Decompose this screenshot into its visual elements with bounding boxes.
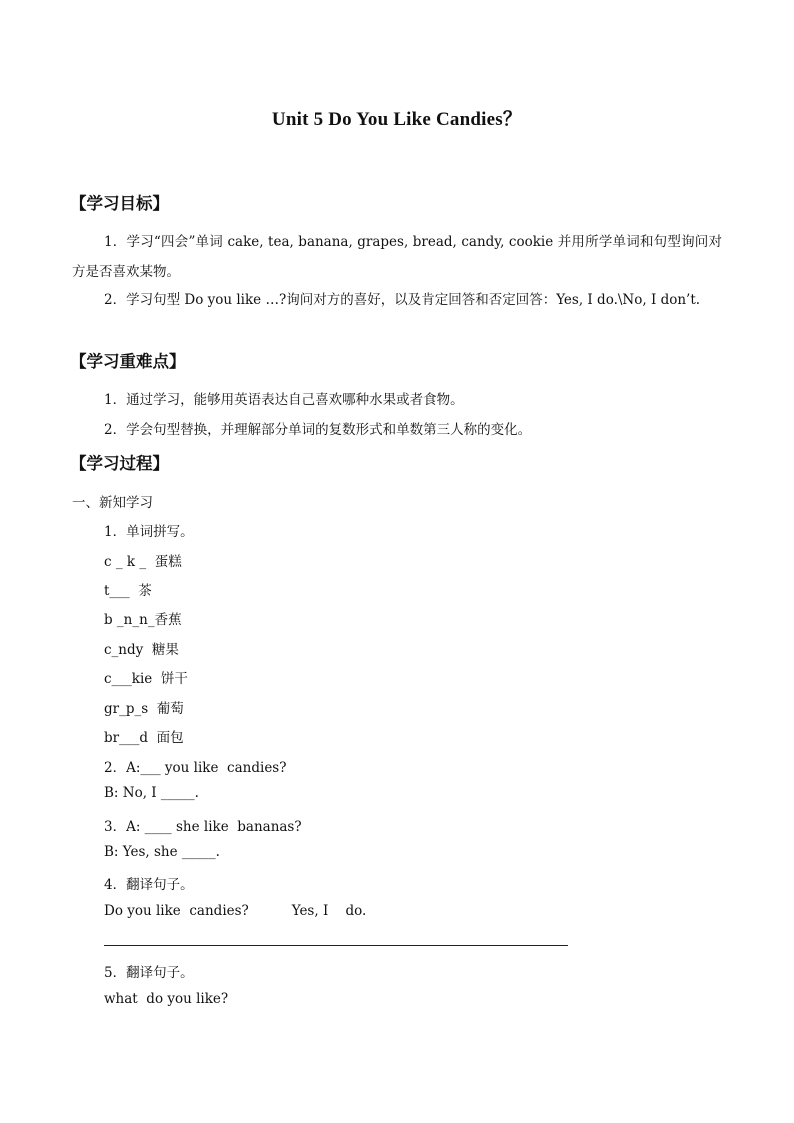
exercise-3-answer: B: Yes, she _____. (104, 844, 220, 860)
heading-objectives: 【学习目标】 (70, 194, 169, 213)
exercise-2-question: 2．A:___ you like candies? (104, 760, 287, 776)
exercise-3-question: 3．A: ____ she like bananas? (104, 819, 302, 835)
answer-line (104, 945, 568, 946)
subsection-new-learning: 一、新知学习 (72, 495, 153, 511)
exercise-4-label: 4．翻译句子。 (104, 877, 194, 893)
objective-paragraph-2: 2．学习句型 Do you like …?询问对方的喜好，以及肯定回答和否定回答：Yes, I do.\No, I don’t. (104, 292, 701, 308)
exercise-2-answer: B: No, I _____. (104, 785, 199, 801)
word-item: c___kie 饼干 (104, 671, 188, 687)
word-item: c _ k _ 蛋糕 (104, 554, 182, 570)
key-point-paragraph-1: 1．通过学习，能够用英语表达自己喜欢哪种水果或者食物。 (104, 392, 464, 408)
heading-process: 【学习过程】 (70, 454, 169, 473)
word-item: b _n_n_香蕉 (104, 612, 182, 628)
heading-key-points: 【学习重难点】 (70, 352, 186, 371)
word-item: t___ 茶 (104, 583, 152, 599)
objective-paragraph-1: 1．学习“四会”单词 cake, tea, banana, grapes, bread, candy, cookie 并用所学单词和句型询问对方是否喜欢某物。 (72, 234, 722, 280)
word-item: c_ndy 糖果 (104, 642, 179, 658)
exercise-5-label: 5．翻译句子。 (104, 965, 194, 981)
page-title: Unit 5 Do You Like Candies？ (271, 109, 523, 130)
key-point-paragraph-2: 2．学会句型替换，并理解部分单词的复数形式和单数第三人称的变化。 (104, 422, 532, 438)
word-item: gr_p_s 葡萄 (104, 701, 184, 717)
exercise-1-label: 1．单词拼写。 (104, 524, 194, 540)
exercise-5-sentence: what do you like? (104, 991, 229, 1007)
exercise-4-sentence: Do you like candies? Yes, I do. (104, 903, 367, 919)
word-item: br___d 面包 (104, 730, 184, 746)
